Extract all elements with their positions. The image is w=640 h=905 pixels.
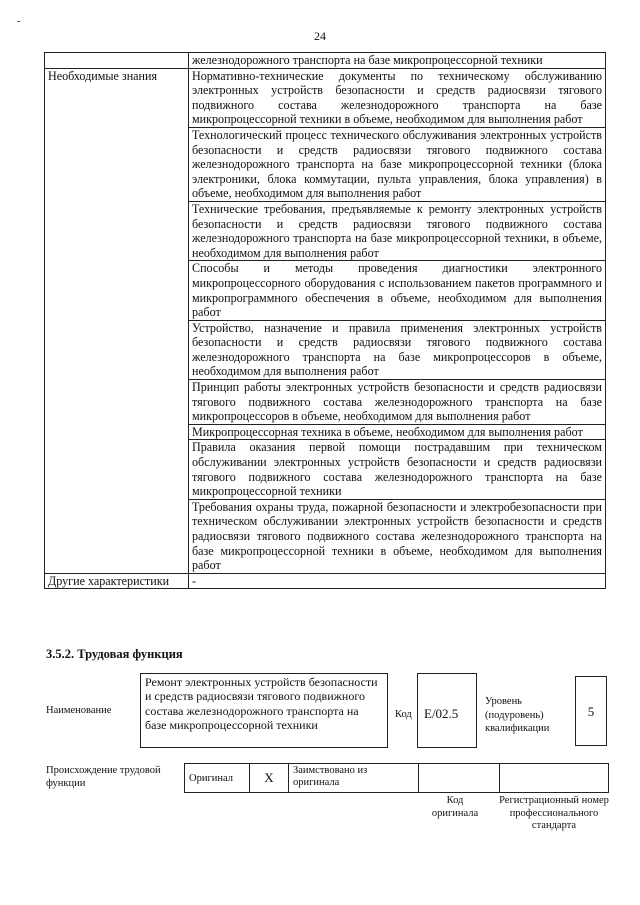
- origin-code-cell: [419, 764, 500, 793]
- corner-mark: -: [17, 16, 21, 27]
- knowledge-item: Микропроцессорная техника в объеме, необходимом для выполнения работ: [189, 424, 606, 440]
- caption-code: Код оригинала: [431, 795, 479, 819]
- other-characteristics-label: Другие характеристики: [45, 573, 189, 589]
- code-value: E/02.5: [417, 673, 477, 748]
- knowledge-item: Устройство, назначение и правила применения электронных устройств безопасности и средств радиосвязи тягового подвижного состава железнодорожного транспорта на базе микропроцессоров в объеме, необходимом для выполнения работ: [189, 320, 606, 379]
- knowledge-item: Технические требования, предъявляемые к ремонту электронных устройств безопасности и средств радиосвязи тягового подвижного состава железнодорожного транспорта на базе микропроцессорной техники, в объеме, необходимом для выполнения работ: [189, 201, 606, 260]
- knowledge-item: Принцип работы электронных устройств безопасности и средств радиосвязи тягового подвижного состава железнодорожного транспорта на базе микропроцессоров в объеме, необходимом для выполнения работ: [189, 380, 606, 425]
- knowledge-item: Нормативно-технические документы по техническому обслуживанию электронных устройств безопасности и средств радиосвязи тягового подвижного состава железнодорожного транспорта на базе микропроцессорной техники в объеме, необходимом для выполнения работ: [189, 68, 606, 127]
- function-name-row: [44, 673, 608, 759]
- origin-table: [184, 763, 609, 793]
- other-characteristics-value: -: [189, 573, 606, 589]
- origin-mark: X: [250, 764, 289, 793]
- origin-borrowed: Заимствовано из оригинала: [289, 764, 419, 793]
- knowledge-item: Правила оказания первой помощи пострадавшим при техническом обслуживании электронных устройств безопасности и средств радиосвязи тягового подвижного состава железнодорожного транспорта на базе микропроцессорной техники: [189, 440, 606, 499]
- page-number: 24: [314, 29, 326, 43]
- section-heading: 3.5.2. Трудовая функция: [46, 647, 183, 661]
- knowledge-item: Требования охраны труда, пожарной безопасности и электробезопасности при техническом обслуживании электронных устройств безопасности и средств радиосвязи тягового подвижного состава железнодорожного транспорта на базе микропроцессорной техники в объеме, необходимом для выполнения работ: [189, 499, 606, 573]
- table-row: [45, 573, 606, 589]
- table-row: [45, 53, 606, 69]
- knowledge-item: Технологический процесс технического обслуживания электронных устройств безопасности и средств радиосвязи тягового подвижного состава железнодорожного транспорта на базе микропроцессорной техники (блока электроники, блока коммутации, пульта управления, блока управления) в объеме, необходимом для выполнения работ: [189, 127, 606, 201]
- code-label: Код: [395, 709, 412, 720]
- origin-reg-cell: [500, 764, 609, 793]
- table-row: [45, 68, 606, 127]
- knowledge-table: [44, 52, 606, 589]
- origin-original: Оригинал: [185, 764, 250, 793]
- table-cell-empty: [45, 53, 189, 69]
- origin-label: Происхождение трудовой функции: [46, 765, 161, 789]
- required-knowledge-label: Необходимые знания: [45, 68, 189, 573]
- knowledge-item: Способы и методы проведения диагностики электронного микропроцессорного оборудования с использованием пакетов программного и микропрограммного обеспечения в объеме, необходимом для выполнения работ: [189, 261, 606, 320]
- table-row: [185, 764, 609, 793]
- level-label: Уровень (подуровень) квалификации: [485, 696, 550, 734]
- level-value: 5: [575, 676, 607, 746]
- name-value: Ремонт электронных устройств безопасности и средств радиосвязи тягового подвижного состава железнодорожного транспорта на базе микропроцессорной техники: [140, 673, 388, 748]
- name-label: Наименование: [46, 705, 112, 716]
- caption-reg: Регистрационный номер профессионального стандарта: [499, 795, 609, 831]
- continuation-text: железнодорожного транспорта на базе микропроцессорной техники: [189, 53, 606, 69]
